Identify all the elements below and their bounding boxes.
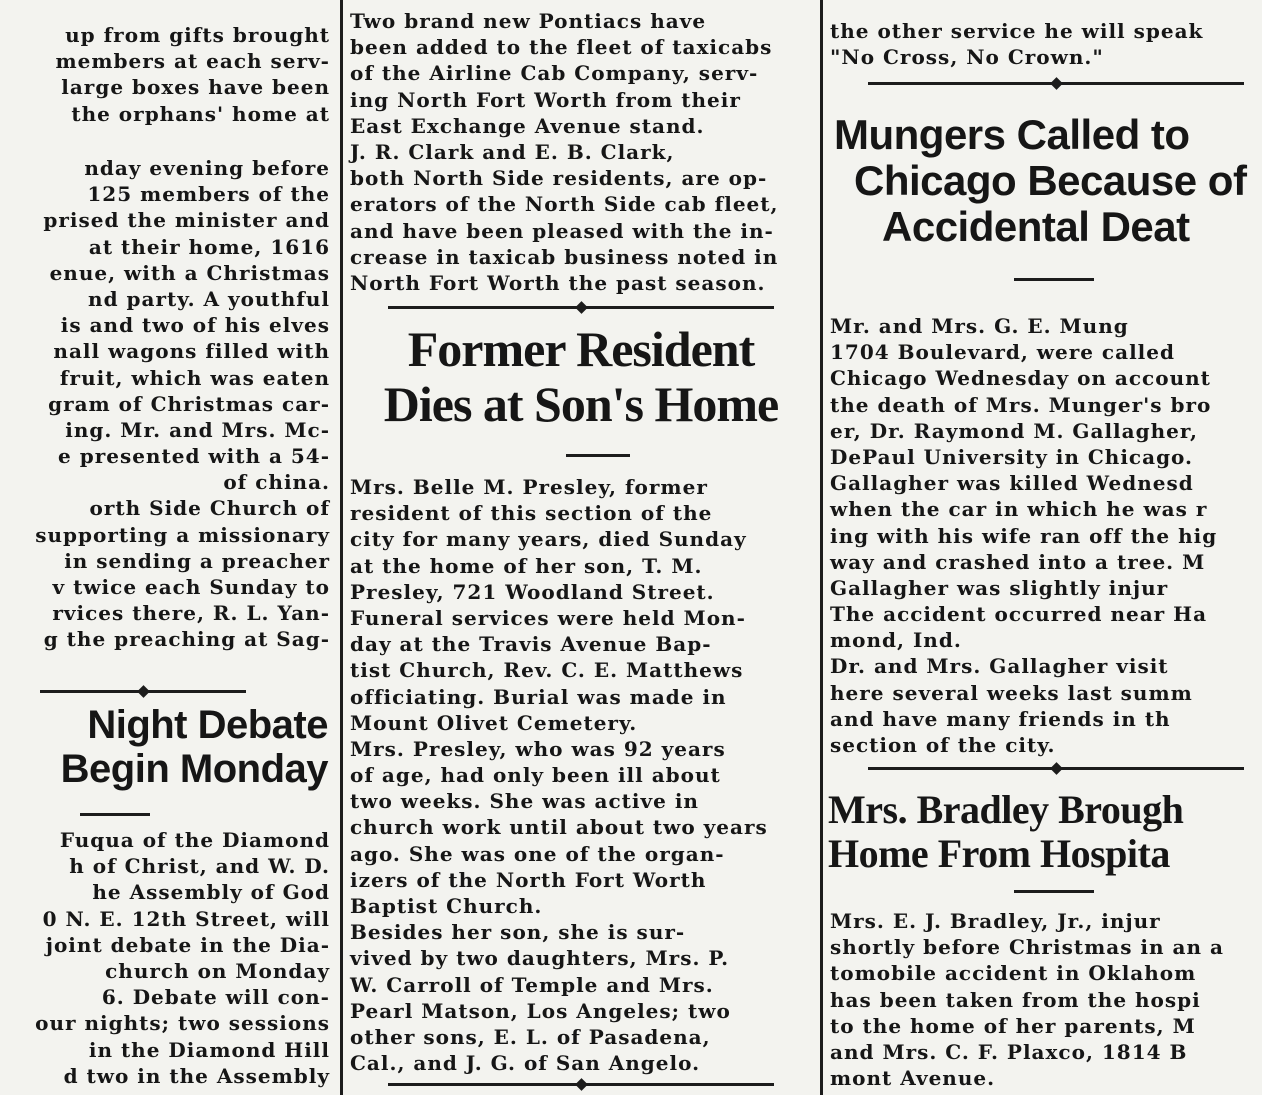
text-line: joint debate in the Dia- [45, 932, 330, 957]
text-line: Two brand new Pontiacs have [350, 9, 707, 33]
text-line: Gallagher was slightly injur [830, 575, 1169, 600]
text-line: large boxes have been [61, 75, 330, 100]
text-line: Baptist Church. [350, 894, 543, 918]
text-line: nday evening before [84, 156, 330, 180]
text-line: been added to the fleet of taxicabs [350, 35, 773, 60]
headline-underline [80, 813, 150, 816]
text-line: our nights; two sessions [35, 1011, 330, 1036]
text-line: Funeral services were held Mon- [350, 605, 746, 630]
text-line: church on Monday [105, 958, 330, 983]
text-line: d two in the Assembly [63, 1063, 330, 1088]
text-line: orth Side Church of [89, 496, 330, 521]
text-line: North Fort Worth the past season. [350, 270, 766, 295]
headline-mrs-bradley [828, 788, 1262, 876]
text-line: Chicago Wednesday on account [830, 366, 1211, 391]
headline-underline [1014, 890, 1094, 893]
column-divider [388, 1083, 774, 1086]
headline-line: Mrs. Bradley Brough [828, 788, 1184, 832]
text-line: up from gifts brought [65, 23, 330, 47]
headline-line: Mungers Called to [834, 112, 1190, 158]
taxicab-article [348, 8, 814, 296]
text-line: J. R. Clark and E. B. Clark, [350, 139, 675, 164]
text-line: here several weeks last summ [830, 680, 1193, 705]
headline-underline [1014, 278, 1094, 281]
text-line: at their home, 1616 [88, 234, 330, 259]
text-line: 1704 Boulevard, were called [830, 340, 1175, 365]
text-line: ing with his wife ran off the hig [830, 523, 1218, 548]
text-line: Besides her son, she is sur- [350, 920, 686, 945]
text-line: tomobile accident in Oklahom [830, 961, 1197, 986]
text-line: to the home of her parents, M [830, 1013, 1196, 1038]
headline-mungers-called [828, 112, 1262, 251]
text-line: day at the Travis Avenue Bap- [350, 632, 712, 657]
text-line: nall wagons filled with [53, 339, 330, 364]
text-line: er, Dr. Raymond M. Gallagher, [830, 418, 1198, 443]
text-line: church work until about two years [350, 815, 768, 840]
text-line: Cal., and J. G. of San Angelo. [350, 1051, 701, 1076]
text-line: crease in taxicab business noted in [350, 244, 779, 269]
text-line: mont Avenue. [830, 1066, 996, 1091]
text-line: Mount Olivet Cemetery. [350, 710, 638, 735]
text-line: rvices there, R. L. Yan- [52, 601, 330, 626]
text-line: v twice each Sunday to [52, 575, 330, 599]
text-line: he Assembly of God [92, 880, 330, 905]
text-line: vived by two daughters, Mrs. P. [350, 946, 730, 971]
text-line: h of Christ, and W. D. [69, 854, 330, 879]
text-line: "No Cross, No Crown." [830, 45, 1104, 70]
text-line: izers of the North Fort Worth [350, 867, 707, 892]
text-line: Mr. and Mrs. G. E. Mung [830, 314, 1129, 338]
text-line: when the car in which he was r [830, 497, 1208, 522]
column-divider [868, 767, 1244, 770]
text-line: shortly before Christmas in an a [830, 935, 1224, 960]
text-line: has been taken from the hospi [830, 987, 1201, 1012]
text-line: East Exchange Avenue stand. [350, 113, 705, 138]
text-line: the death of Mrs. Munger's bro [830, 392, 1212, 417]
text-line: Mrs. Belle M. Presley, former [350, 475, 708, 499]
text-line: way and crashed into a tree. M [830, 549, 1206, 574]
text-line: both North Side residents, are op- [350, 166, 768, 191]
text-line: enue, with a Christmas [49, 260, 330, 285]
right-column [828, 0, 1262, 1095]
text-line: members at each serv- [55, 49, 330, 74]
munger-gallagher-article [828, 313, 1262, 758]
text-line: Mrs. Presley, who was 92 years [350, 736, 726, 761]
column-rule [820, 0, 823, 1095]
text-line: resident of this section of the [350, 501, 713, 526]
bradley-article [828, 908, 1262, 1091]
text-line: Fuqua of the Diamond [59, 828, 330, 852]
column-rule [340, 0, 343, 1095]
text-line: of age, had only been ill about [350, 763, 721, 788]
text-line: The accident occurred near Ha [830, 602, 1208, 627]
text-line: officiating. Burial was made in [350, 684, 727, 709]
text-line: Gallagher was killed Wednesd [830, 471, 1194, 496]
text-line: and have many friends in th [830, 706, 1171, 731]
column-divider [868, 82, 1244, 85]
text-line: other sons, E. L. of Pasadena, [350, 1024, 711, 1049]
text-line: Pearl Matson, Los Angeles; two [350, 998, 731, 1023]
text-line: of china. [223, 470, 330, 495]
headline-line: Dies at Son's Home [383, 376, 779, 432]
text-line: Dr. and Mrs. Gallagher visit [830, 654, 1169, 679]
debate-article [0, 827, 336, 1089]
text-line: at the home of her son, T. M. [350, 553, 703, 578]
text-line: mond, Ind. [830, 628, 962, 653]
text-line: e presented with a 54- [58, 444, 330, 469]
text-line: tist Church, Rev. C. E. Matthews [350, 658, 744, 683]
text-line: ing. Mr. and Mrs. Mc- [65, 417, 330, 442]
text-line: 0 N. E. 12th Street, will [42, 906, 330, 931]
headline-night-debate [0, 703, 336, 791]
text-line: is and two of his elves [60, 313, 330, 338]
text-line: W. Carroll of Temple and Mrs. [350, 972, 714, 997]
orphans-gifts-article-top [0, 22, 336, 127]
text-line: supporting a missionary [35, 522, 330, 547]
headline-line: Home From Hospita [828, 831, 1170, 876]
headline-line: Begin Monday [60, 747, 328, 791]
text-line: in the Diamond Hill [88, 1037, 330, 1062]
headline-line: Accidental Deat [882, 203, 1190, 251]
text-line: erators of the North Side cab fleet, [350, 192, 779, 217]
sermon-article-end [828, 18, 1262, 70]
text-line: of the Airline Cab Company, serv- [350, 61, 759, 86]
text-line: Presley, 721 Woodland Street. [350, 579, 715, 604]
headline-line: Night Debate [87, 703, 328, 747]
text-line: Mrs. E. J. Bradley, Jr., injur [830, 909, 1161, 933]
text-line: two weeks. She was active in [350, 789, 699, 814]
headline-line: Chicago Because of [854, 157, 1247, 205]
text-line: in sending a preacher [64, 548, 330, 573]
text-line: and Mrs. C. F. Plaxco, 1814 B [830, 1039, 1188, 1064]
text-line: fruit, which was eaten [59, 365, 330, 390]
text-line: city for many years, died Sunday [350, 527, 747, 552]
text-line: 125 members of the [87, 182, 330, 207]
text-line: nd party. A youthful [88, 286, 330, 311]
christmas-party-article [0, 155, 336, 653]
column-divider [388, 306, 774, 309]
text-line: DePaul University in Chicago. [830, 444, 1194, 469]
text-line: the other service he will speak [830, 19, 1204, 43]
text-line: section of the city. [830, 733, 1056, 757]
left-column [0, 0, 336, 1095]
text-line: and have been pleased with the in- [350, 218, 774, 243]
middle-column [348, 0, 814, 1095]
headline-line: Former Resident [407, 322, 755, 377]
text-line: prised the minister and [43, 208, 330, 233]
text-line: ago. She was one of the organ- [350, 841, 725, 866]
text-line: gram of Christmas car- [48, 391, 330, 416]
headline-former-resident [348, 322, 814, 432]
text-line: ing North Fort Worth from their [350, 87, 741, 112]
text-line: g the preaching at Sag- [43, 627, 330, 652]
presley-obituary [348, 474, 814, 1076]
column-divider [40, 690, 246, 693]
text-line: the orphans' home at [71, 101, 330, 126]
headline-underline [566, 454, 630, 457]
text-line: 6. Debate will con- [101, 985, 330, 1010]
